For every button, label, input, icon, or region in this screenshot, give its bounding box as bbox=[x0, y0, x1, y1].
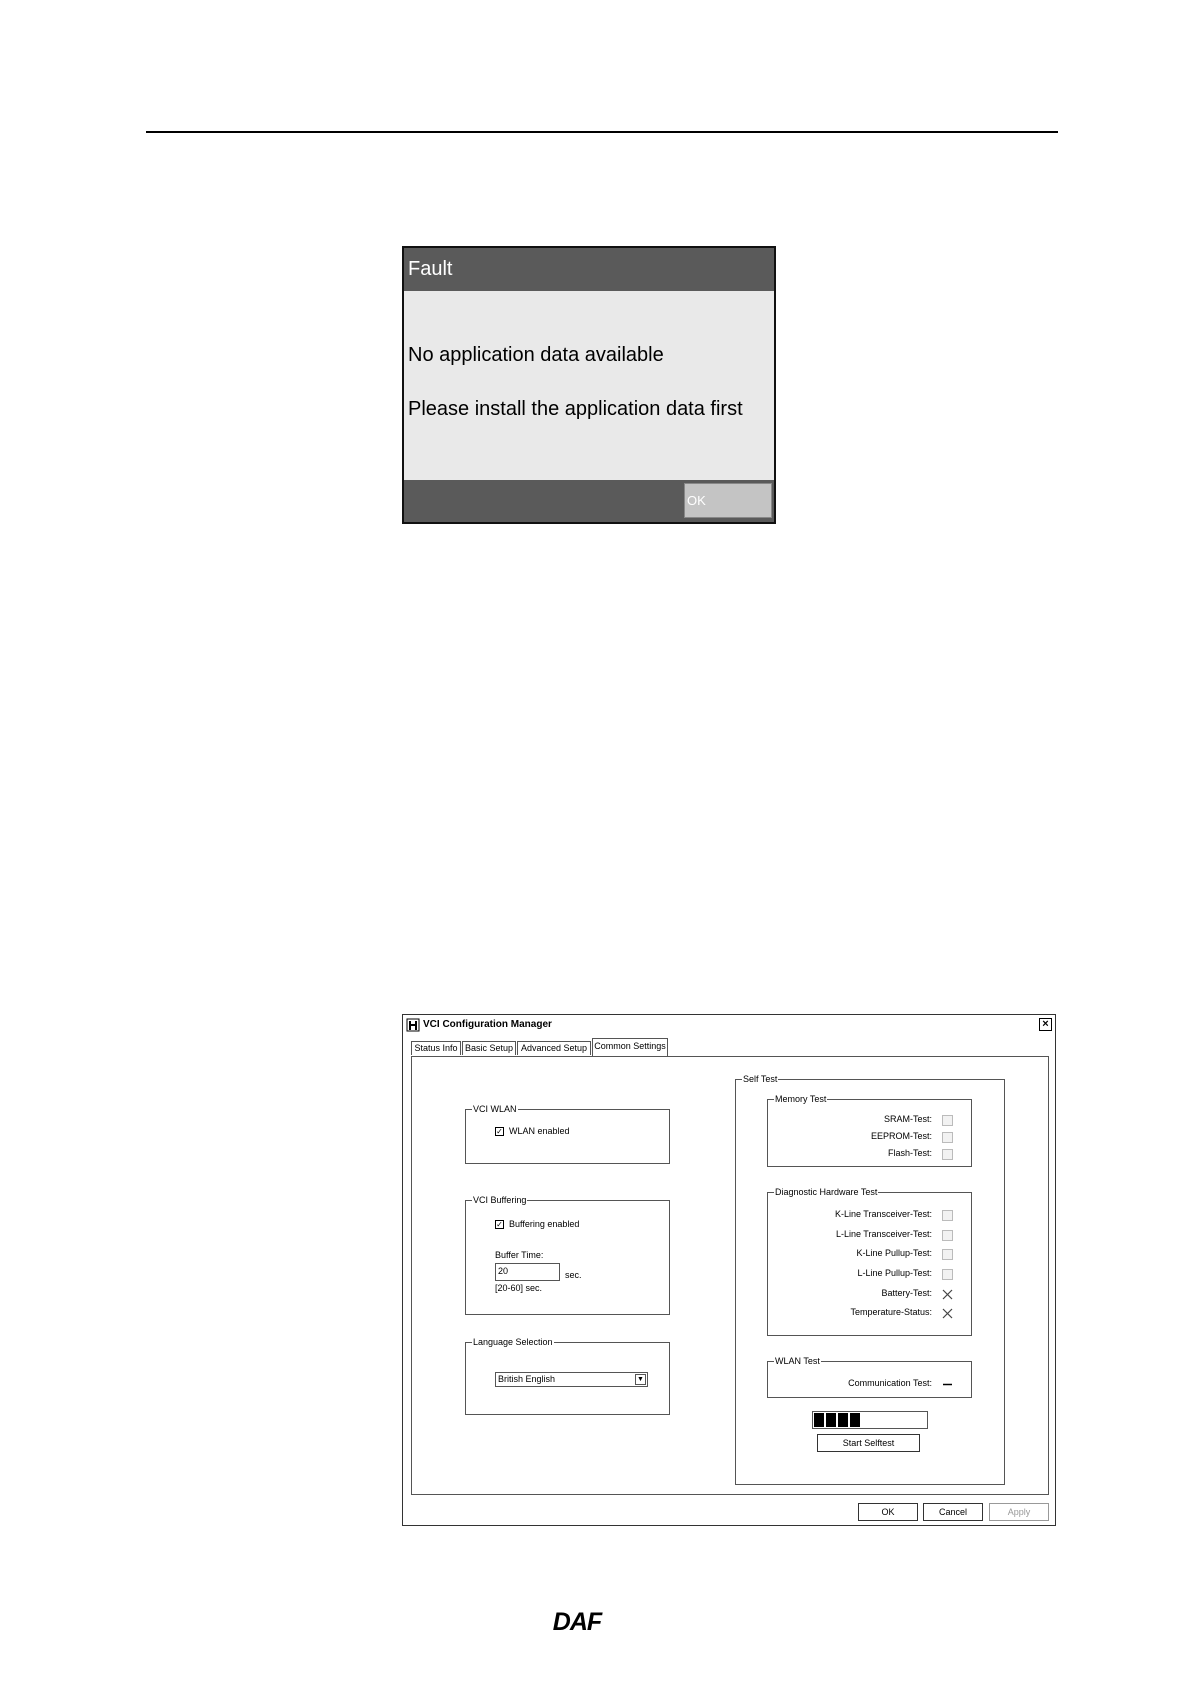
header-rule bbox=[146, 131, 1058, 133]
buffering-enabled-label: Buffering enabled bbox=[509, 1219, 580, 1229]
kline-transceiver-status bbox=[942, 1210, 953, 1221]
progress-segment bbox=[850, 1413, 860, 1427]
fault-dialog-message bbox=[408, 344, 743, 452]
communication-test-label: Communication Test: bbox=[848, 1378, 932, 1388]
daf-logo-text: DAF bbox=[552, 1608, 602, 1634]
language-select-value: British English bbox=[498, 1374, 556, 1384]
buffering-enabled-checkbox[interactable]: ✓ bbox=[496, 1220, 503, 1229]
sram-test-label: SRAM-Test: bbox=[883, 1114, 932, 1124]
progress-segment bbox=[838, 1413, 848, 1427]
sram-test-status bbox=[942, 1115, 953, 1126]
selftest-progress-bar bbox=[812, 1411, 928, 1429]
kline-transceiver-label: K-Line Transceiver-Test: bbox=[834, 1209, 932, 1219]
common-settings-panel bbox=[411, 1056, 1049, 1495]
progress-segment bbox=[826, 1413, 836, 1427]
lline-pullup-label: L-Line Pullup-Test: bbox=[857, 1268, 932, 1278]
tab-common-settings[interactable]: Common Settings bbox=[592, 1038, 668, 1056]
vci-titlebar bbox=[403, 1015, 1055, 1035]
temperature-status-fail-icon bbox=[942, 1308, 953, 1319]
wlan-test-legend: WLAN Test bbox=[775, 1356, 820, 1366]
start-selftest-button[interactable]: Start Selftest bbox=[817, 1434, 920, 1452]
lline-transceiver-label: L-Line Transceiver-Test: bbox=[835, 1229, 932, 1239]
memory-test-legend: Memory Test bbox=[775, 1094, 827, 1104]
temperature-status-label: Temperature-Status: bbox=[850, 1307, 932, 1317]
vci-wlan-legend: VCI WLAN bbox=[473, 1104, 517, 1114]
memory-test-group bbox=[767, 1094, 972, 1167]
language-select[interactable] bbox=[495, 1372, 648, 1387]
vci-app-icon bbox=[406, 1018, 420, 1032]
chevron-down-icon[interactable]: ▼ bbox=[635, 1374, 646, 1385]
fault-dialog-footer bbox=[404, 480, 774, 522]
eeprom-test-status bbox=[942, 1132, 953, 1143]
diagnostic-hardware-test-legend: Diagnostic Hardware Test bbox=[775, 1187, 878, 1197]
buffer-time-label: Buffer Time: bbox=[495, 1250, 544, 1260]
fault-message-line2: Please install the application data first bbox=[408, 398, 743, 420]
battery-test-fail-icon bbox=[942, 1289, 953, 1300]
language-selection-group bbox=[465, 1337, 670, 1415]
daf-logo bbox=[534, 1608, 620, 1634]
diagnostic-hardware-test-group bbox=[767, 1187, 972, 1336]
vci-window-title: VCI Configuration Manager bbox=[423, 1019, 552, 1030]
vci-buffering-group bbox=[465, 1195, 670, 1315]
ok-button[interactable]: OK bbox=[858, 1503, 918, 1521]
self-test-legend: Self Test bbox=[743, 1074, 778, 1084]
fault-message-line1: No application data available bbox=[408, 344, 664, 366]
close-icon[interactable]: × bbox=[1039, 1018, 1052, 1031]
flash-test-label: Flash-Test: bbox=[887, 1148, 932, 1158]
vci-configuration-window bbox=[402, 1014, 1056, 1526]
buffer-time-range: [20-60] sec. bbox=[495, 1283, 543, 1293]
apply-button[interactable]: Apply bbox=[989, 1503, 1049, 1521]
flash-test-status bbox=[942, 1149, 953, 1160]
buffer-time-unit: sec. bbox=[565, 1270, 582, 1280]
self-test-group bbox=[735, 1074, 1005, 1485]
tab-status-info[interactable]: Status Info bbox=[411, 1041, 461, 1055]
selftest-progress-fill bbox=[814, 1413, 860, 1427]
kline-pullup-status bbox=[942, 1249, 953, 1260]
tab-basic-setup[interactable]: Basic Setup bbox=[462, 1041, 516, 1055]
dash-icon bbox=[942, 1379, 953, 1390]
fault-ok-button[interactable]: OK bbox=[684, 483, 772, 518]
kline-pullup-label: K-Line Pullup-Test: bbox=[856, 1248, 932, 1258]
fault-dialog-title: Fault bbox=[404, 248, 774, 291]
vci-wlan-group bbox=[465, 1104, 670, 1164]
progress-segment bbox=[814, 1413, 824, 1427]
wlan-enabled-checkbox[interactable]: ✓ bbox=[496, 1127, 503, 1136]
wlan-test-group bbox=[767, 1356, 972, 1398]
lline-pullup-status bbox=[942, 1269, 953, 1280]
eeprom-test-label: EEPROM-Test: bbox=[870, 1131, 932, 1141]
vci-buffering-legend: VCI Buffering bbox=[473, 1195, 527, 1205]
fault-dialog bbox=[402, 246, 776, 524]
buffer-time-input[interactable]: 20 bbox=[495, 1263, 560, 1281]
cancel-button[interactable]: Cancel bbox=[923, 1503, 983, 1521]
tab-advanced-setup[interactable]: Advanced Setup bbox=[517, 1041, 591, 1055]
wlan-enabled-label: WLAN enabled bbox=[509, 1126, 570, 1136]
language-selection-legend: Language Selection bbox=[473, 1337, 553, 1347]
lline-transceiver-status bbox=[942, 1230, 953, 1241]
battery-test-label: Battery-Test: bbox=[881, 1288, 932, 1298]
